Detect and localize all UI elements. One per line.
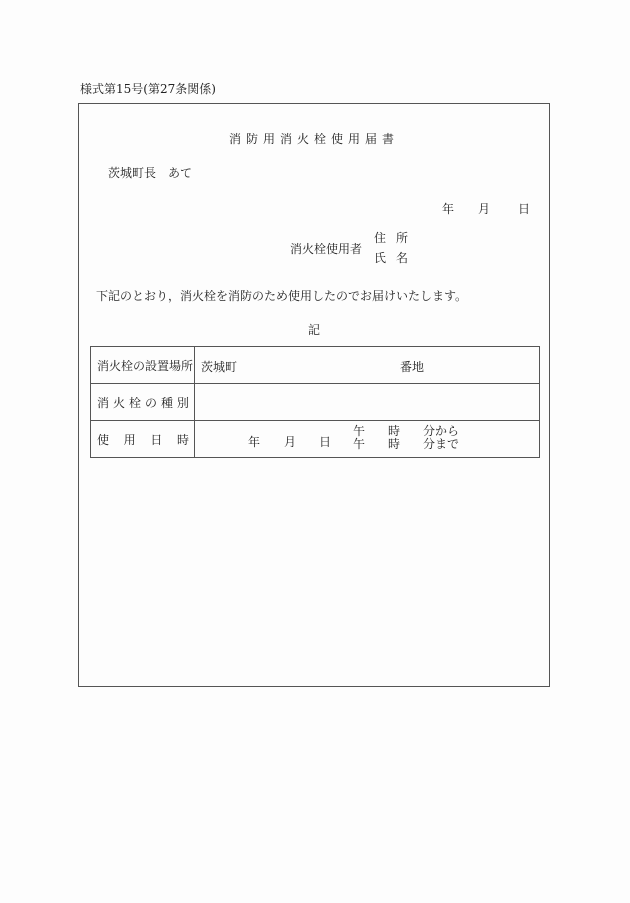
document-title: 消防用消火栓使用届書 bbox=[228, 132, 399, 146]
statement-text: 下記のとおり，消火栓を消防のため使用したのでお届けいたします。 bbox=[96, 289, 468, 303]
date-day-label: 日 bbox=[518, 202, 531, 216]
usage-datetime-label: 使 用 日 時 bbox=[91, 421, 195, 458]
table-row bbox=[91, 421, 540, 458]
detail-table bbox=[90, 346, 540, 458]
table-row bbox=[91, 347, 540, 384]
applicant-label: 消火栓使用者 bbox=[290, 241, 363, 256]
usage-datetime-value bbox=[195, 421, 540, 458]
name-label: 氏名 bbox=[374, 251, 419, 265]
address-label: 住所 bbox=[374, 231, 419, 245]
usage-month-label: 月 bbox=[284, 435, 297, 449]
time-from: 午 時 分から bbox=[353, 424, 460, 438]
hydrant-type-label: 消 火 栓 の 種 別 bbox=[91, 384, 195, 421]
applicant-block bbox=[290, 228, 418, 268]
hydrant-type-value bbox=[195, 384, 540, 421]
date-year-label: 年 bbox=[442, 202, 455, 216]
ki-heading: 記 bbox=[307, 323, 320, 337]
usage-day-label: 日 bbox=[319, 435, 332, 449]
usage-year-label: 年 bbox=[248, 435, 261, 449]
date-month-label: 月 bbox=[478, 202, 491, 216]
table-row bbox=[91, 384, 540, 421]
location-value bbox=[195, 347, 540, 384]
banchi-label: 番地 bbox=[400, 360, 425, 374]
document-frame bbox=[78, 103, 550, 687]
form-number: 様式第15号(第27条関係) bbox=[80, 82, 216, 96]
time-to: 午 時 分まで bbox=[353, 437, 460, 451]
town-name: 茨城町 bbox=[201, 360, 238, 374]
location-label: 消火栓の設置場所 bbox=[91, 347, 195, 384]
submission-date bbox=[442, 200, 532, 217]
addressee: 茨城町長 あて bbox=[108, 166, 193, 180]
